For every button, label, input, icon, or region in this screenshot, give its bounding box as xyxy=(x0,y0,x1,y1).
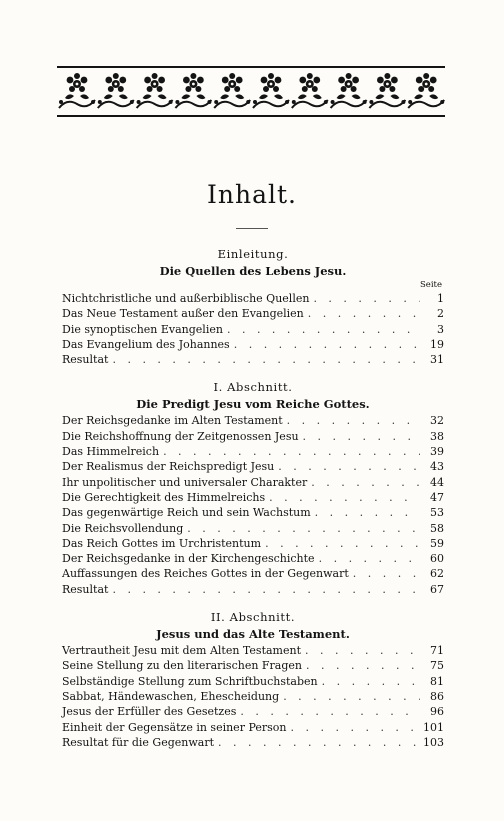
leader-dots xyxy=(315,505,420,520)
toc-entry-title: Die Gerechtigkeit des Himmelreichs xyxy=(62,490,266,504)
toc-entry-page: 96 xyxy=(430,705,444,719)
ornament-svg xyxy=(57,70,445,114)
toc-entry xyxy=(62,689,444,704)
section-heading: II. Abschnitt. xyxy=(210,610,296,625)
toc-entry-page: 81 xyxy=(430,674,444,688)
toc-entry-page: 39 xyxy=(430,445,444,459)
toc-entry xyxy=(62,505,444,520)
toc-entry xyxy=(62,413,444,428)
floral-motif-icon xyxy=(408,73,444,108)
toc-entry-title: Auffassungen des Reiches Gottes in der Gegenwart xyxy=(62,567,349,581)
toc-entry xyxy=(62,322,444,337)
floral-motif-icon xyxy=(137,73,173,108)
floral-motif-icon xyxy=(292,73,328,108)
leader-dots xyxy=(269,490,420,505)
leader-dots xyxy=(303,429,420,444)
toc-entry xyxy=(62,352,444,367)
toc-entry-title: Der Realismus der Reichspredigt Jesu xyxy=(62,460,275,474)
toc-entry-page: 19 xyxy=(430,337,444,351)
toc-entry-title: Das Neue Testament außer den Evangelien xyxy=(62,307,304,321)
section-gap xyxy=(62,597,444,609)
toc-entry xyxy=(62,490,444,505)
leader-dots xyxy=(278,459,420,474)
section-gap xyxy=(62,367,444,379)
leader-dots xyxy=(227,322,420,337)
toc-entry xyxy=(62,475,444,490)
toc-entry-page: 31 xyxy=(430,353,444,367)
toc-entry-title: Resultat xyxy=(62,353,109,367)
toc-entry-page: 43 xyxy=(430,460,444,474)
toc-entry xyxy=(62,459,444,474)
toc-entry xyxy=(62,536,444,551)
toc-entry xyxy=(62,674,444,689)
toc-entry-title: Jesus der Erfüller des Gesetzes xyxy=(62,705,237,719)
toc-entry-title: Selbständige Stellung zum Schriftbuchstaben xyxy=(62,674,318,688)
toc-entry-page: 38 xyxy=(430,429,444,443)
toc-entry-page: 53 xyxy=(430,506,444,520)
leader-dots xyxy=(112,352,420,367)
toc-entry-page: 58 xyxy=(430,521,444,535)
section-subheading: Die Predigt Jesu vom Reiche Gottes. xyxy=(136,397,370,412)
toc-entry-title: Der Reichsgedanke in der Kirchengeschichte xyxy=(62,552,315,566)
floral-motif-icon xyxy=(253,73,289,108)
leader-dots xyxy=(112,582,420,597)
toc-entry-page: 67 xyxy=(430,582,444,596)
section-heading: Einleitung. xyxy=(217,247,289,261)
toc-entry-page: 59 xyxy=(430,536,444,550)
floral-motif-icon xyxy=(98,73,134,108)
leader-dots xyxy=(234,337,420,352)
toc-entry xyxy=(62,720,444,735)
toc-entry-title: Ihr unpolitischer und universaler Charakter xyxy=(62,475,308,489)
toc-entry-page: 32 xyxy=(430,414,444,428)
toc-entry xyxy=(62,521,444,536)
toc-entry-title: Die Reichsvollendung xyxy=(62,521,184,535)
table-of-contents xyxy=(62,246,444,750)
floral-motif-icon xyxy=(369,73,405,108)
toc-entry xyxy=(62,735,444,750)
toc-entry xyxy=(62,444,444,459)
leader-dots xyxy=(240,704,420,719)
toc-entry-title: Resultat für die Gegenwart xyxy=(62,735,214,749)
page-title: Inhalt. xyxy=(207,180,297,209)
leader-dots xyxy=(283,689,420,704)
toc-entry-page: 103 xyxy=(423,735,444,749)
leader-dots xyxy=(187,521,420,536)
section-heading: I. Abschnitt. xyxy=(213,380,293,395)
leader-dots xyxy=(322,674,420,689)
floral-motif-icon xyxy=(59,73,95,108)
title-divider xyxy=(236,228,268,229)
toc-entry xyxy=(62,643,444,658)
leader-dots xyxy=(308,306,420,321)
toc-entry-page: 60 xyxy=(430,552,444,566)
toc-entry xyxy=(62,337,444,352)
toc-entry xyxy=(62,704,444,719)
toc-entry-title: Einheit der Gegensätze in seiner Person xyxy=(62,720,287,734)
toc-entry-title: Das Reich Gottes im Urchristentum xyxy=(62,536,262,550)
toc-entry xyxy=(62,306,444,321)
toc-entry xyxy=(62,566,444,581)
floral-motif-icon xyxy=(175,73,211,108)
toc-entry-page: 86 xyxy=(430,689,444,703)
toc-entry-page: 44 xyxy=(430,475,444,489)
leader-dots xyxy=(311,475,420,490)
toc-entry-page: 47 xyxy=(430,490,444,504)
toc-entry-page: 75 xyxy=(430,659,444,673)
leader-dots xyxy=(313,291,420,306)
toc-entry-page: 62 xyxy=(430,567,444,581)
leader-dots xyxy=(319,551,420,566)
toc-entry xyxy=(62,551,444,566)
toc-entry xyxy=(62,658,444,673)
toc-entry-title: Das Evangelium des Johannes xyxy=(62,337,230,351)
toc-entry-title: Resultat xyxy=(62,582,109,596)
toc-entry-title: Das gegenwärtige Reich und sein Wachstum xyxy=(62,506,311,520)
toc-entry-page: 3 xyxy=(437,322,444,336)
toc-entry-title: Sabbat, Händewaschen, Ehescheidung xyxy=(62,689,280,703)
floral-motif-icon xyxy=(214,73,250,108)
toc-entry-page: 71 xyxy=(430,644,444,658)
toc-entry-title: Vertrautheit Jesu mit dem Alten Testament xyxy=(62,644,301,658)
toc-entry-title: Seine Stellung zu den literarischen Fragen xyxy=(62,659,302,673)
leader-dots xyxy=(353,566,420,581)
ornament-rule-top xyxy=(57,66,445,68)
ornament-rule-bottom xyxy=(57,115,445,117)
toc-entry-page: 2 xyxy=(437,307,444,321)
toc-entry-title: Die Reichshoffnung der Zeitgenossen Jesu xyxy=(62,429,299,443)
toc-entry xyxy=(62,291,444,306)
leader-dots xyxy=(287,413,420,428)
toc-entry xyxy=(62,429,444,444)
leader-dots xyxy=(265,536,420,551)
toc-entry-title: Die synoptischen Evangelien xyxy=(62,322,223,336)
floral-vine-ornament-icon xyxy=(57,70,445,114)
leader-dots xyxy=(305,643,420,658)
section-subheading: Jesus und das Alte Testament. xyxy=(156,627,350,642)
leader-dots xyxy=(306,658,420,673)
toc-entry-title: Der Reichsgedanke im Alten Testament xyxy=(62,414,283,428)
leader-dots xyxy=(218,735,419,750)
leader-dots xyxy=(290,720,419,735)
toc-entry-page: 1 xyxy=(437,292,444,305)
toc-entry-page: 101 xyxy=(423,720,444,734)
section-subheading: Die Quellen des Lebens Jesu. xyxy=(159,264,347,278)
page-column-label: Seite xyxy=(419,280,442,290)
toc-entry-title: Das Himmelreich xyxy=(62,445,160,459)
floral-motif-icon xyxy=(331,73,367,108)
toc-entry xyxy=(62,582,444,597)
leader-dots xyxy=(163,444,420,459)
toc-entry-title: Nichtchristliche und außerbiblische Quellen xyxy=(62,292,310,305)
